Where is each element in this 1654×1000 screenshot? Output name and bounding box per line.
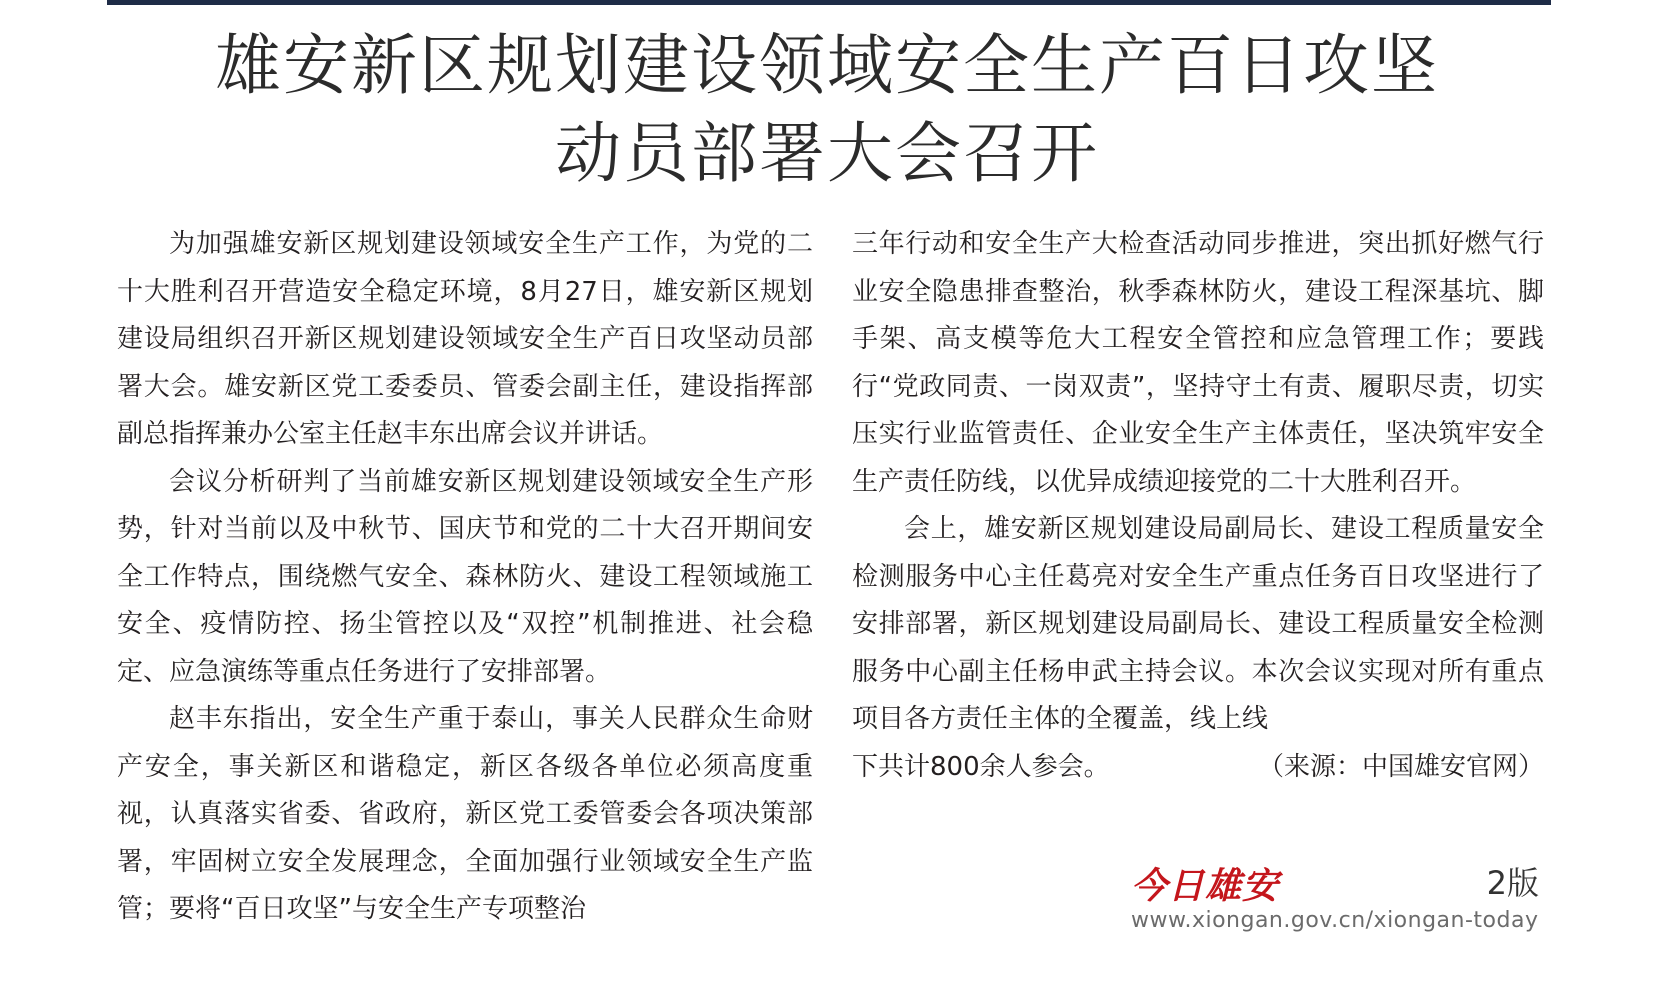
headline-line-2: 动员部署大会召开 [555, 115, 1099, 192]
top-rule [107, 0, 1551, 5]
paragraph-2: 会议分析研判了当前雄安新区规划建设领域安全生产形势，针对当前以及中秋节、国庆节和党的二十大召开期间安全工作特点，围绕燃气安全、森林防火、建设工程领域施工安全、疫情防控、扬尘管控以及“双控”机制推进、社会稳定、应急演练等重点任务进行了安排部署。 [117, 466, 813, 687]
website-url: www.xiongan.gov.cn/xiongan-today [1131, 908, 1539, 933]
paragraph-3-continued: 三年行动和安全生产大检查活动同步推进，突出抓好燃气行业安全隐患排查整治，秋季森林防火，建设工程深基坑、脚手架、高支模等危大工程安全管控和应急管理工作；要践行“党政同责、一岗双责”，坚持守土有责、履职尽责，切实压实行业监管责任、企业安全生产主体责任，坚决筑牢安全生产责任防线，以优异成绩迎接党的二十大胜利召开。 [852, 229, 1544, 497]
headline-line-1: 雄安新区规划建设领域安全生产百日攻坚 [215, 27, 1439, 104]
left-column [117, 221, 813, 934]
source-attribution: （来源：中国雄安官网） [1257, 751, 1544, 782]
paragraph-4 [852, 506, 1544, 744]
masthead-footer [1131, 856, 1545, 946]
paragraph-4-text: 会上，雄安新区规划建设局副局长、建设工程质量安全检测服务中心主任葛亮对安全生产重点任务百日攻坚进行了安排部署，新区规划建设局副局长、建设工程质量安全检测服务中心副主任杨申武主持会议。本次会议实现对所有重点项目各方责任主体的全覆盖，线上线 [852, 514, 1544, 734]
headline [0, 22, 1654, 198]
source-line [852, 744, 1544, 792]
right-column [852, 221, 1544, 791]
newspaper-logo: 今日雄安 [1131, 865, 1280, 907]
paragraph-1: 为加强雄安新区规划建设领域安全生产工作，为党的二十大胜利召开营造安全稳定环境，8月27日，雄安新区规划建设局组织召开新区规划建设领域安全生产百日攻坚动员部署大会。雄安新区党工委委员、管委会副主任，建设指挥部副总指挥兼办公室主任赵丰东出席会议并讲话。 [117, 229, 813, 449]
paragraph-3: 赵丰东指出，安全生产重于泰山，事关人民群众生命财产安全，事关新区和谐稳定，新区各级各单位必须高度重视，认真落实省委、省政府，新区党工委管委会各项决策部署，牢固树立安全发展理念，全面加强行业领域安全生产监管；要将“百日攻坚”与安全生产专项整治 [117, 704, 813, 924]
paragraph-4-last-line: 下共计800余人参会。 [852, 751, 1110, 782]
page-number: 2版 [1486, 864, 1539, 902]
